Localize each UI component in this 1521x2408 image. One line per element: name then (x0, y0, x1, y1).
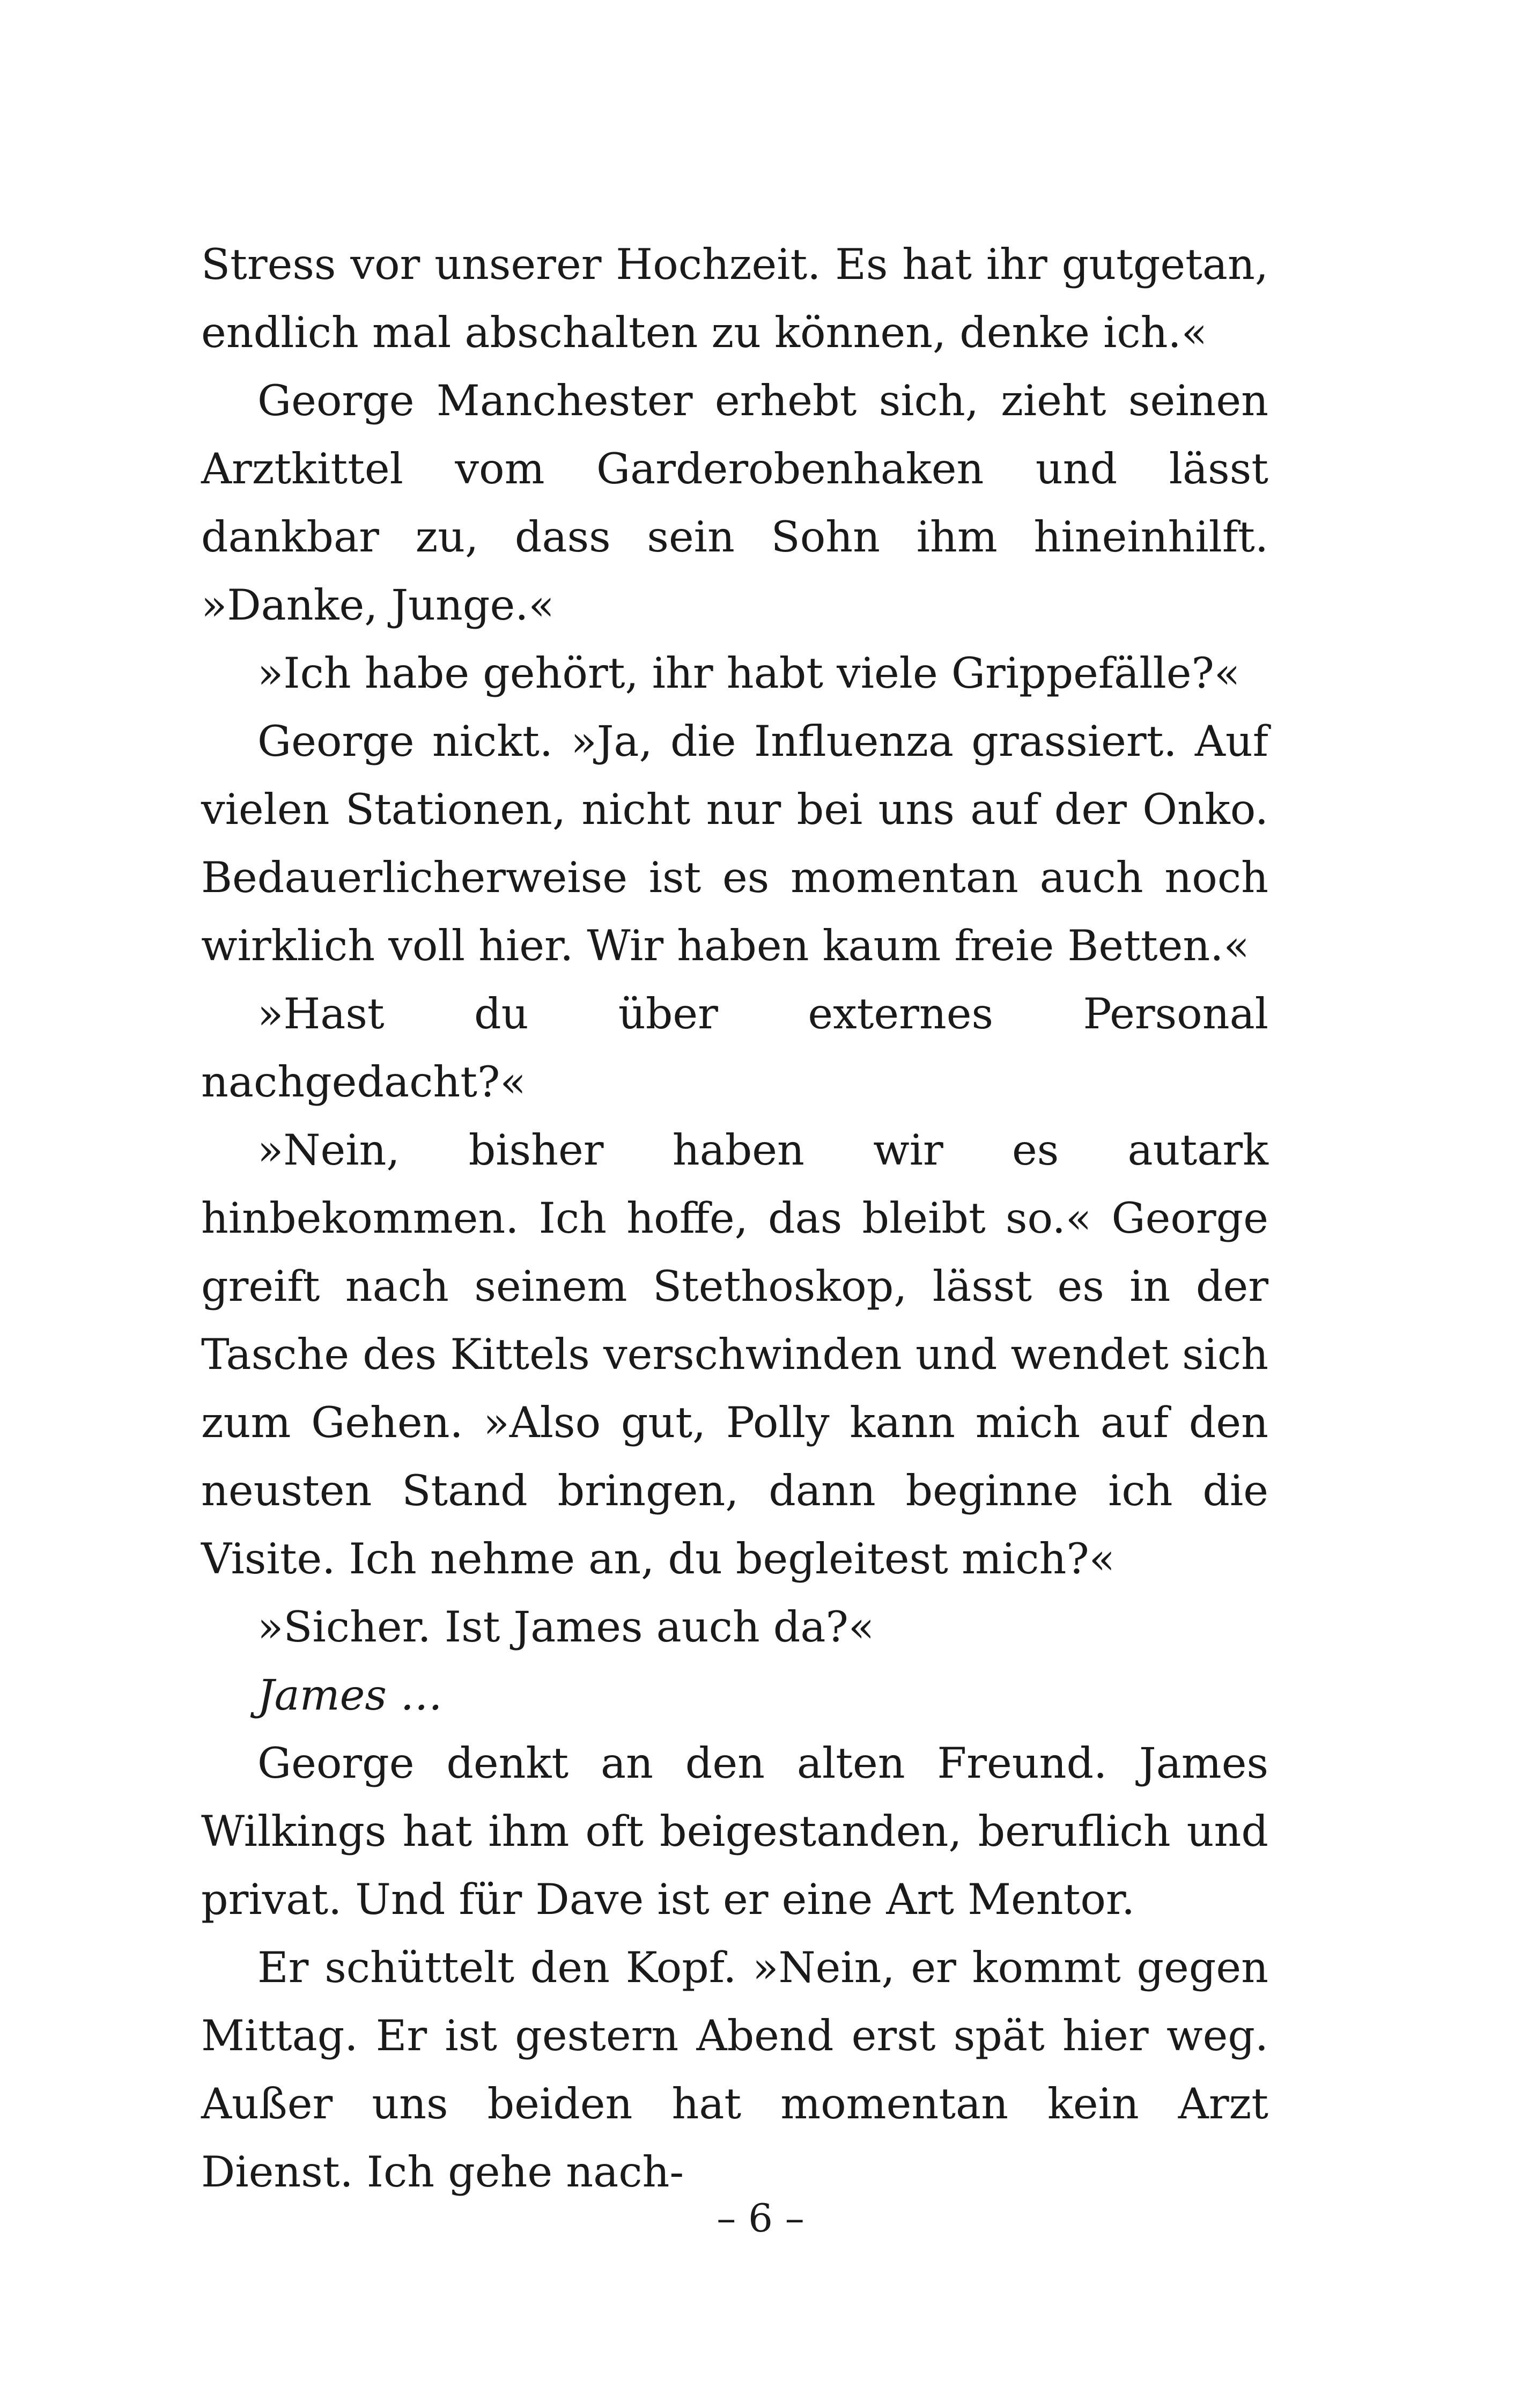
paragraph-1: Stress vor unserer Hochzeit. Es hat ihr gutgetan, endlich mal abschalten zu können, denke ich.« (201, 240, 1268, 357)
paragraph-3: »Ich habe gehört, ihr habt viele Grippefälle?« (257, 649, 1241, 698)
body-text (201, 231, 1268, 2206)
paragraph-7: »Sicher. Ist James auch da?« (257, 1602, 875, 1652)
paragraph-5: »Hast du über externes Personal nachgedacht?« (201, 989, 1268, 1107)
paragraph-8-italic: James … (257, 1670, 443, 1720)
paragraph-10: Er schüttelt den Kopf. »Nein, er kommt gegen Mittag. Er ist gestern Abend erst spät hier weg. Außer uns beiden hat momentan kein Arzt Dienst. Ich gehe nach- (201, 1943, 1268, 2197)
paragraph-9: George denkt an den alten Freund. James Wilkings hat ihm oft beigestanden, beruflich und privat. Und für Dave ist er eine Art Mentor. (201, 1739, 1268, 1924)
page-number: – 6 – (717, 2196, 804, 2241)
paragraph-2: George Manchester erhebt sich, zieht seinen Arztkittel vom Garderobenhaken und lässt dankbar zu, dass sein Sohn ihm hineinhilft. »Danke, Junge.« (201, 376, 1268, 630)
paragraph-4: George nickt. »Ja, die Influenza grassiert. Auf vielen Stationen, nicht nur bei uns auf der Onko. Bedauerlicherweise ist es momentan auch noch wirklich voll hier. Wir haben kaum freie Betten.« (201, 717, 1268, 970)
paragraph-6: »Nein, bisher haben wir es autark hinbekommen. Ich hoffe, das bleibt so.« George greift nach seinem Stethoskop, lässt es in der Tasche des Kittels verschwinden und wendet sich zum Gehen. »Also gut, Polly kann mich auf den neusten Stand bringen, dann beginne ich die Visite. Ich nehme an, du begleitest mich?« (201, 1125, 1268, 1584)
